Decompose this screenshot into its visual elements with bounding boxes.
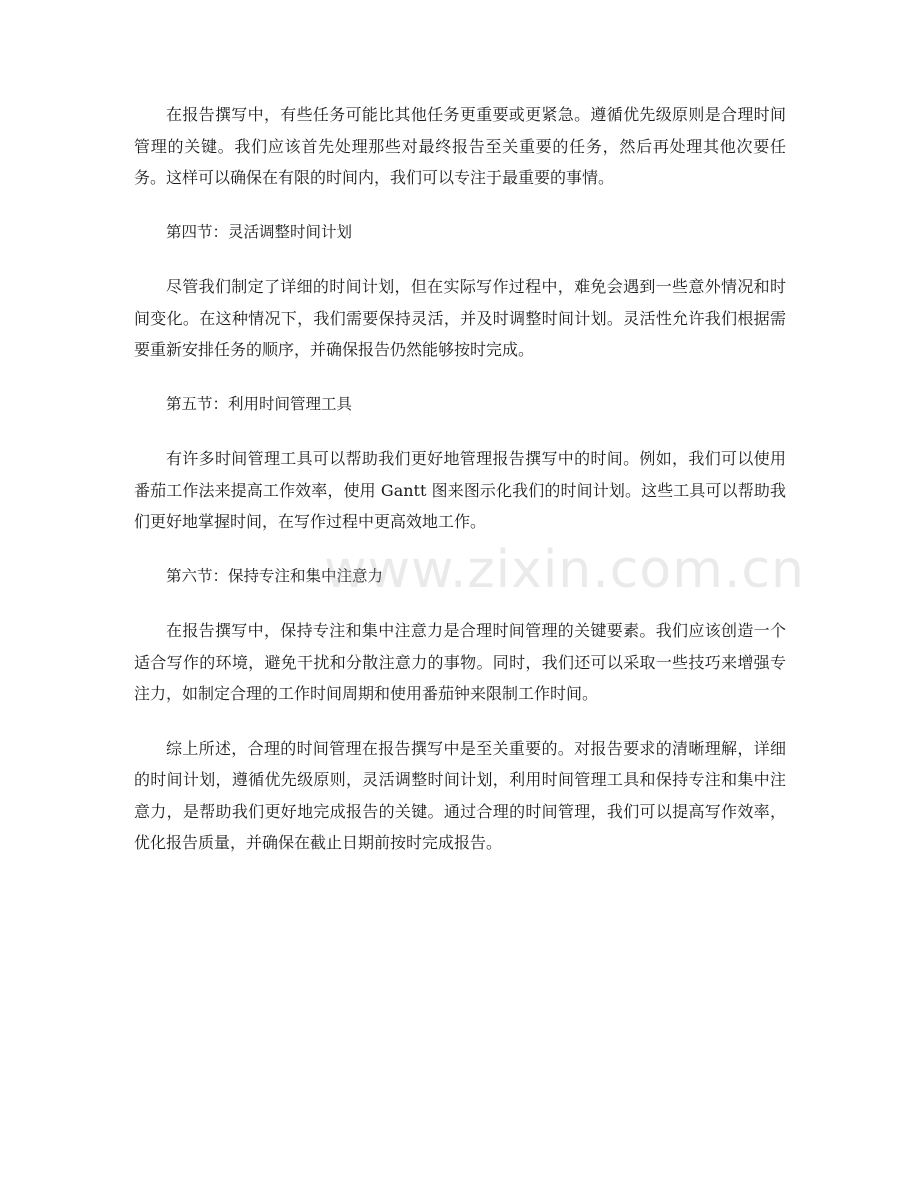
paragraph-flexible-plan: 尽管我们制定了详细的时间计划，但在实际写作过程中，难免会遇到一些意外情况和时间变化。在这种情况下，我们需要保持灵活，并及时调整时间计划。灵活性允许我们根据需要重新安排任务的顺序，并确保报告仍然能够按时完成。 bbox=[134, 277, 786, 359]
document-body bbox=[134, 99, 786, 882]
section-heading-5: 第五节：利用时间管理工具 bbox=[166, 394, 353, 413]
paragraph-priority: 在报告撰写中，有些任务可能比其他任务更重要或更紧急。遵循优先级原则是合理时间管理的关键。我们应该首先处理那些对最终报告至关重要的任务，然后再处理其他次要任务。这样可以确保在有限的时间内，我们可以专注于最重要的事情。 bbox=[134, 105, 786, 187]
paragraph-tools: 有许多时间管理工具可以帮助我们更好地管理报告撰写中的时间。例如，我们可以使用番茄工作法来提高工作效率，使用 Gantt 图来图示化我们的时间计划。这些工具可以帮助我们更好地掌握时间，在写作过程中更高效地工作。 bbox=[134, 449, 786, 531]
section-heading-6: 第六节：保持专注和集中注意力 bbox=[166, 566, 384, 585]
paragraph-conclusion: 综上所述，合理的时间管理在报告撰写中是至关重要的。对报告要求的清晰理解，详细的时间计划，遵循优先级原则，灵活调整时间计划，利用时间管理工具和保持专注和集中注意力，是帮助我们更好地完成报告的关键。通过合理的时间管理，我们可以提高写作效率，优化报告质量，并确保在截止日期前按时完成报告。 bbox=[134, 738, 786, 852]
paragraph-focus: 在报告撰写中，保持专注和集中注意力是合理时间管理的关键要素。我们应该创造一个适合写作的环境，避免干扰和分散注意力的事物。同时，我们还可以采取一些技巧来增强专注力，如制定合理的工作时间周期和使用番茄钟来限制工作时间。 bbox=[134, 621, 786, 703]
section-heading-4: 第四节：灵活调整时间计划 bbox=[166, 222, 353, 241]
watermark: www.zixin.com.cn bbox=[324, 540, 805, 600]
